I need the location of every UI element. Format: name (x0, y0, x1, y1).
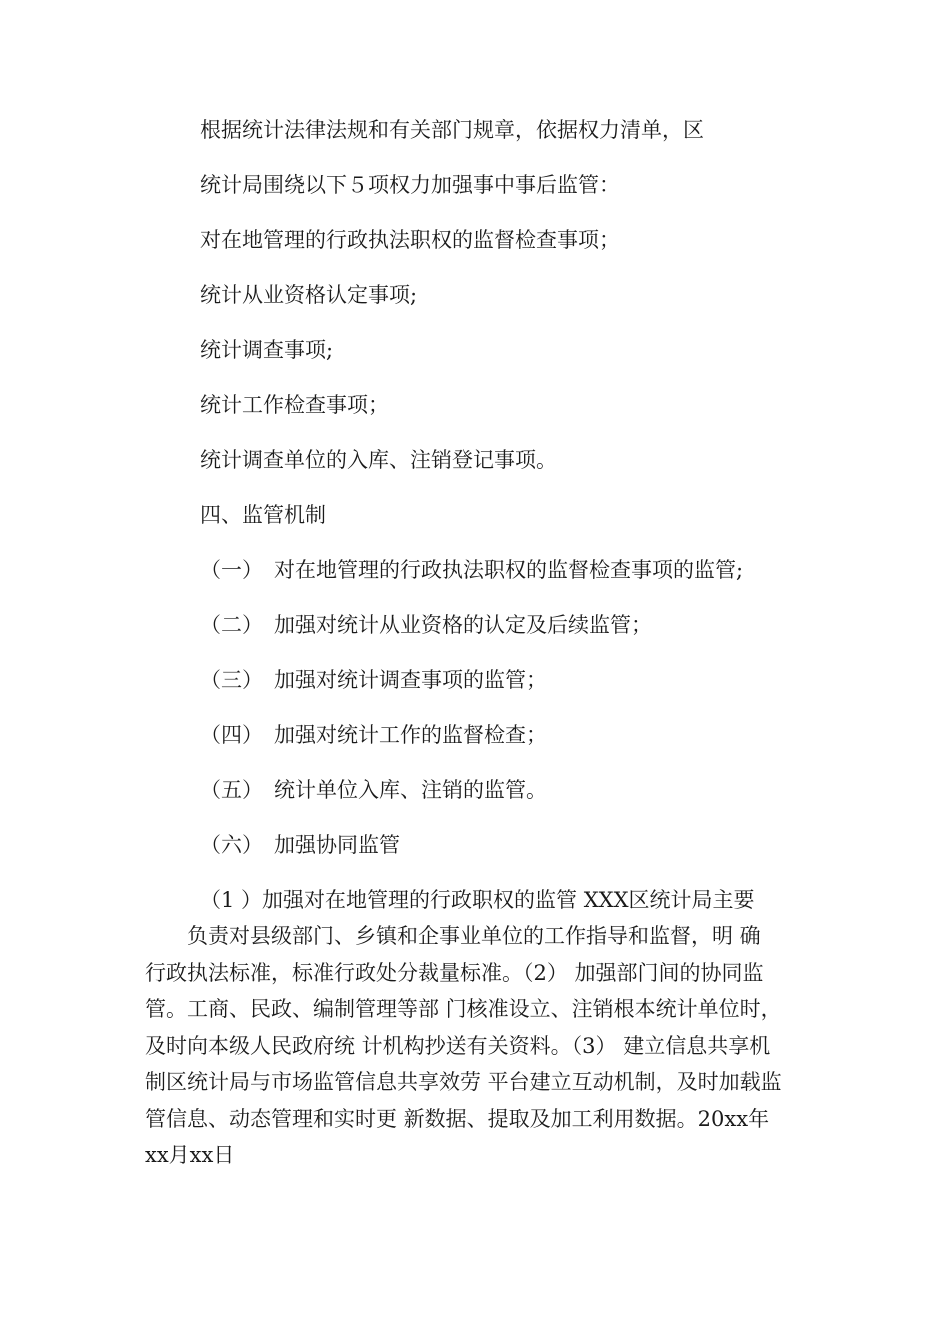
power-item: 统计从业资格认定事项; (200, 283, 418, 307)
mechanism-text: 加强对统计调查事项的监管； (274, 668, 547, 692)
mechanism-text: 加强对统计工作的监督检查； (274, 723, 547, 747)
mechanism-text: 对在地管理的行政执法职权的监督检查事项的监管; (274, 558, 744, 582)
paragraph-line: 及时向本级人民政府统 计机构抄送有关资料。（3） 建立信息共享机 (145, 1033, 771, 1058)
mechanism-text: 加强协同监管 (274, 833, 400, 857)
mechanism-item (200, 831, 400, 859)
paragraph-line: 管。工商、民政、编制管理等部 门核准设立、注销根本统计单位时， (145, 997, 782, 1021)
paragraph-line: 管信息、动态管理和实时更 新数据、提取及加工利用数据。20xx年 (145, 1106, 770, 1131)
mechanism-item (200, 556, 743, 584)
closing-paragraph (145, 918, 805, 1174)
mechanism-text: 统计单位入库、注销的监管。 (274, 778, 547, 802)
mechanism-item (200, 611, 652, 639)
mechanism-number: （二） (200, 613, 263, 637)
sub-item-1: （1 ）加强对在地管理的行政职权的监管 XXX区统计局主要 (200, 888, 755, 912)
mechanism-number: （六） (200, 833, 263, 857)
paragraph-line-date: xx月xx日 (145, 1143, 235, 1167)
power-item: 统计调查事项; (200, 338, 334, 362)
mechanism-number: （一） (200, 558, 263, 582)
intro-line-1: 根据统计法律法规和有关部门规章，依据权力清单，区 (200, 118, 704, 142)
mechanism-number: （三） (200, 668, 263, 692)
power-item: 统计调查单位的入库、注销登记事项。 (200, 448, 557, 472)
mechanism-item (200, 666, 547, 694)
section-heading: 四、监管机制 (200, 503, 326, 527)
power-item: 对在地管理的行政执法职权的监督检查事项； (200, 228, 620, 252)
mechanism-number: （四） (200, 723, 263, 747)
mechanism-item (200, 721, 547, 749)
intro-line-2: 统计局围绕以下５项权力加强事中事后监管： (200, 173, 620, 197)
mechanism-number: （五） (200, 778, 263, 802)
paragraph-line: 制区统计局与市场监管信息共享效劳 平台建立互动机制，及时加载监 (145, 1070, 782, 1094)
mechanism-item (200, 776, 547, 804)
paragraph-line: 行政执法标准，标准行政处分裁量标准。（2） 加强部门间的协同监 (145, 960, 764, 985)
power-item: 统计工作检查事项； (200, 393, 389, 417)
paragraph-line: 负责对县级部门、乡镇和企事业单位的工作指导和监督，明 确 (145, 924, 761, 948)
mechanism-text: 加强对统计从业资格的认定及后续监管； (274, 613, 652, 637)
